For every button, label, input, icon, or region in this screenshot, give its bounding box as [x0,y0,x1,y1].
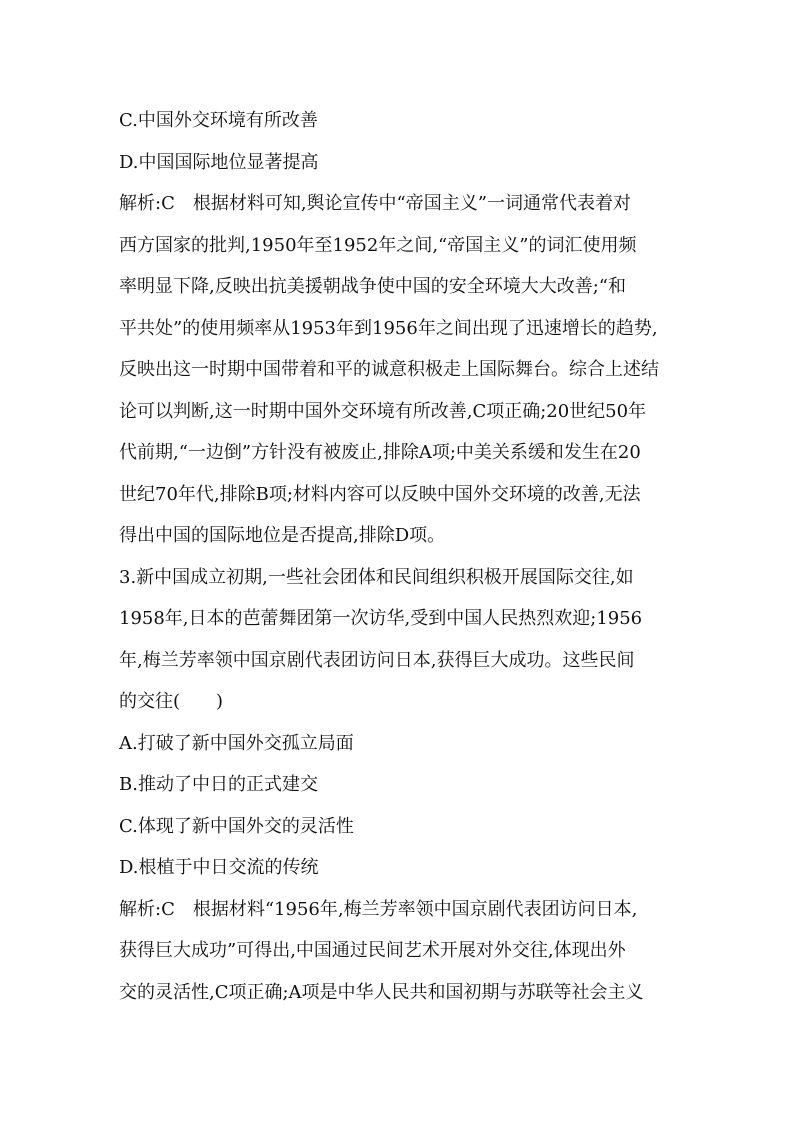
question-3-option-b: B.推动了中日的正式建交 [119,774,318,795]
analysis-paragraph-line: 解析:C 根据材料可知,舆论宣传中“帝国主义”一词通常代表着对 [119,193,631,214]
analysis-paragraph-line: 得出中国的国际地位是否提高,排除D项。 [119,525,446,546]
question-3-stem-line: 1958年,日本的芭蕾舞团第一次访华,受到中国人民热烈欢迎;1956 [119,608,643,629]
analysis-paragraph-line: 反映出这一时期中国带着和平的诚意积极走上国际舞台。综合上述结 [119,359,659,380]
analysis-paragraph-line: 论可以判断,这一时期中国外交环境有所改善,C项正确;20世纪50年 [119,400,647,422]
option-d-previous-question: D.中国国际地位显著提高 [119,151,319,173]
document-page [119,100,689,1013]
analysis-paragraph-line: 代前期,“一边倒”方针没有被废止,排除A项;中美关系缓和发生在20 [119,442,641,463]
question-3-option-c: C.体现了新中国外交的灵活性 [119,815,354,837]
analysis-paragraph-line: 世纪70年代,排除B项;材料内容可以反映中国外交环境的改善,无法 [119,483,641,505]
analysis-paragraph-line: 西方国家的批判,1950年至1952年之间,“帝国主义”的词汇使用频 [119,234,637,256]
option-c-previous-question: C.中国外交环境有所改善 [119,110,318,131]
question-3-option-a: A.打破了新中国外交孤立局面 [119,732,354,754]
question-3-stem-line: 3.新中国成立初期,一些社会团体和民间组织积极开展国际交往,如 [119,566,634,588]
question-3-stem-line: 的交往( ) [119,691,224,712]
analysis-paragraph-line: 率明显下降,反映出抗美援朝战争使中国的安全环境大大改善;“和 [119,276,626,297]
question-3-analysis-line: 交的灵活性,C项正确;A项是中华人民共和国初期与苏联等社会主义 [119,981,644,1003]
question-3-option-d: D.根植于中日交流的传统 [119,857,319,878]
question-3-stem-line: 年,梅兰芳率领中国京剧代表团访问日本,获得巨大成功。这些民间 [119,649,635,671]
question-3-analysis-line: 获得巨大成功”可得出,中国通过民间艺术开展对外交往,体现出外 [119,940,626,961]
question-3-analysis-line: 解析:C 根据材料“1956年,梅兰芳率领中国京剧代表团访问日本, [119,898,638,920]
analysis-paragraph-line: 平共处”的使用频率从1953年到1956年之间出现了迅速增长的趋势, [119,317,658,339]
